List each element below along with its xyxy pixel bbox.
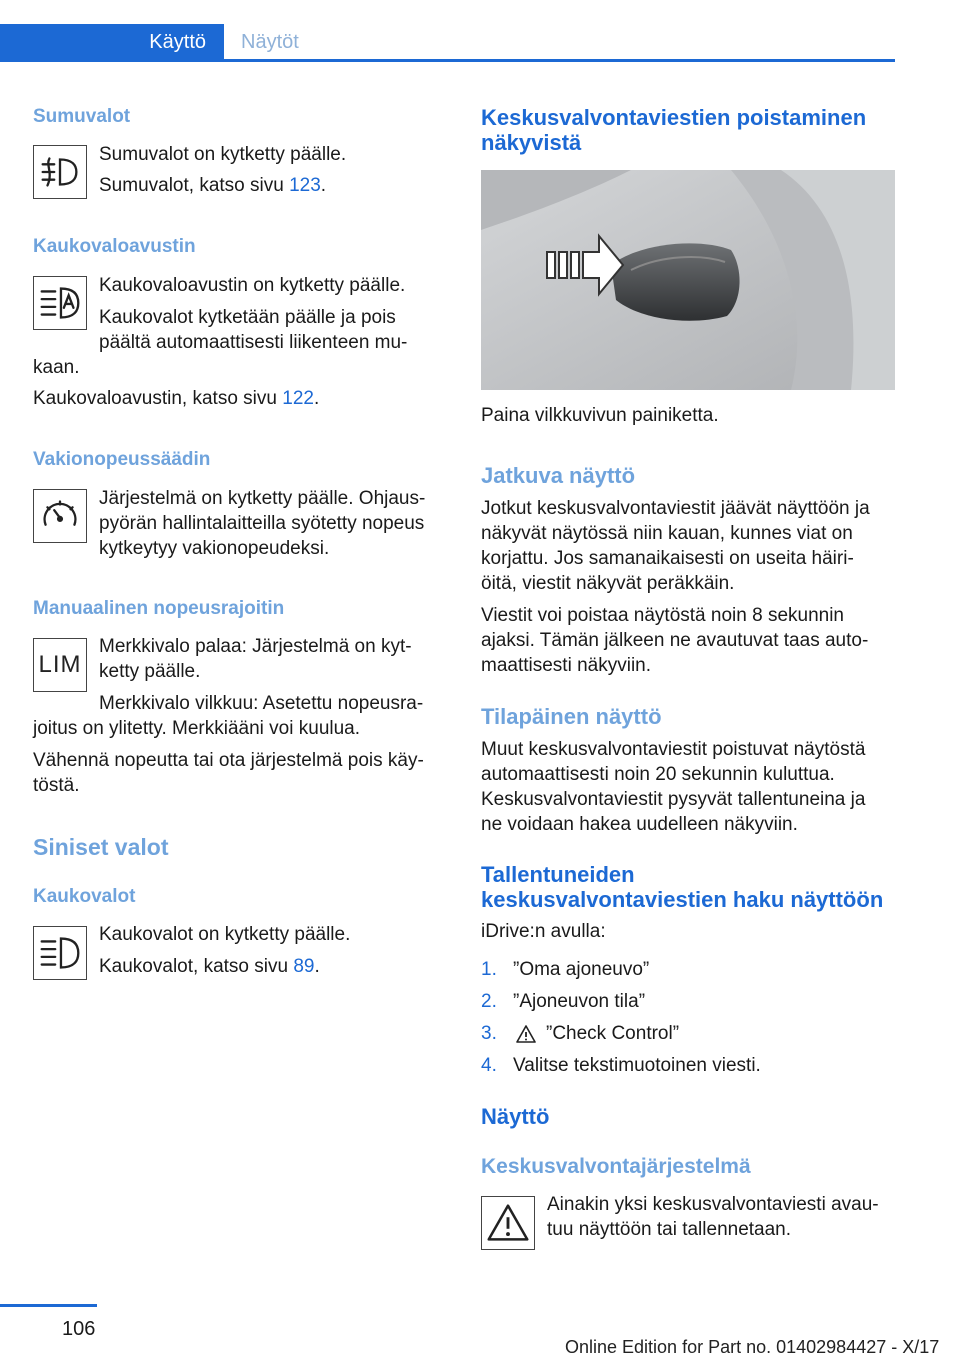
- jatkuva-text-4: öitä, viestit näkyvät peräkkäin.: [481, 573, 735, 594]
- kvj-text-2: tuu näyttöön tai tallennetaan.: [547, 1219, 792, 1240]
- page-number: 106: [62, 1318, 96, 1340]
- heading-vakionopeussaadin: Vakionopeussäädin: [33, 449, 211, 470]
- list-item: ”Ajoneuvon tila”: [513, 991, 646, 1012]
- jatkuva-text-3: korjattu. Jos samanaikaisesti on useita häiri‐: [481, 548, 854, 569]
- high-beam-assist-icon: [33, 276, 87, 330]
- page-link-89[interactable]: 89: [293, 956, 315, 977]
- tilapainen-text-4: ne voidaan hakea uudelleen näkyviin.: [481, 814, 798, 835]
- turn-signal-lever-photo: [481, 170, 895, 390]
- heading-tallentuneiden-2: keskusvalvontaviestien haku näyttöön: [481, 887, 884, 912]
- sumuvalot-text-2: Sumuvalot, katso sivu 123.: [99, 175, 327, 196]
- vakionopeus-text-2: pyörän hallintalaitteilla syötetty nopeus: [99, 513, 425, 534]
- jatkuva-text-7: maattisesti näkyviin.: [481, 655, 652, 676]
- list-number: 4.: [481, 1055, 497, 1076]
- manuaalinen-text-1: Merkkivalo palaa: Järjestelmä on kyt‐: [99, 636, 412, 657]
- tilapainen-text-1: Muut keskusvalvontaviestit poistuvat näytöstä: [481, 739, 866, 760]
- manuaalinen-text-5: Vähennä nopeutta tai ota järjestelmä pois käy‐: [33, 750, 424, 771]
- heading-keskusvalvontajarjestelma: Keskusvalvontajärjestelmä: [481, 1155, 751, 1178]
- heading-tallentuneiden-1: Tallentuneiden: [481, 862, 635, 887]
- heading-naytto: Näyttö: [481, 1104, 550, 1129]
- header-divider: [0, 59, 895, 62]
- list-number: 3.: [481, 1023, 497, 1044]
- manuaalinen-text-3: Merkkivalo vilkkuu: Asetettu nopeusra‐: [99, 693, 424, 714]
- list-number: 2.: [481, 991, 497, 1012]
- kaukovalot-text-1: Kaukovalot on kytketty päälle.: [99, 924, 351, 945]
- kvj-text-1: Ainakin yksi keskusvalvontaviesti avau‐: [547, 1194, 879, 1215]
- warning-icon: [481, 1196, 535, 1250]
- speed-limiter-lim-icon: LIM: [33, 638, 87, 692]
- manuaalinen-text-6: töstä.: [33, 775, 80, 796]
- cruise-control-icon: [33, 489, 87, 543]
- tilapainen-text-3: Keskusvalvontaviestit pysyvät tallentuneina ja: [481, 789, 866, 810]
- high-beam-icon: [33, 926, 87, 980]
- heading-kaukovaloavustin: Kaukovaloavustin: [33, 236, 196, 257]
- footer-edition: Online Edition for Part no. 01402984427 - X/17: [565, 1337, 940, 1357]
- list-item: ”Check Control”: [546, 1023, 680, 1044]
- kaukovaloavustin-text-2c: kaan.: [33, 357, 80, 378]
- footer-divider: [0, 1304, 97, 1307]
- tab-kaytto[interactable]: Käyttö: [0, 24, 224, 60]
- kaukovaloavustin-text-1: Kaukovaloavustin on kytketty päälle.: [99, 275, 406, 296]
- list-number: 1.: [481, 959, 497, 980]
- manuaalinen-text-4: joitus on ylitetty. Merkkiääni voi kuulua.: [33, 718, 361, 739]
- jatkuva-text-2: näkyvät näytössä niin kauan, kunnes viat on: [481, 523, 853, 544]
- vakionopeus-text-1: Järjestelmä on kytketty päälle. Ohjaus‐: [99, 488, 426, 509]
- kaukovaloavustin-text-2b: päältä automaattisesti liikenteen mu‐: [99, 332, 408, 353]
- jatkuva-text-5: Viestit voi poistaa näytöstä noin 8 sekunnin: [481, 605, 844, 626]
- tilapainen-text-2: automaattisesti noin 20 sekunnin kuluttua.: [481, 764, 835, 785]
- list-item: Valitse tekstimuotoinen viesti.: [513, 1055, 761, 1076]
- heading-manuaalinen-nopeusrajoitin: Manuaalinen nopeusrajoitin: [33, 598, 285, 619]
- header-bar: [0, 0, 895, 62]
- heading-poistaminen-2: näkyvistä: [481, 130, 582, 155]
- warning-triangle-icon: [516, 1024, 536, 1044]
- heading-siniset-valot: Siniset valot: [33, 834, 169, 860]
- fog-light-icon: [33, 145, 87, 199]
- heading-poistaminen-1: Keskusvalvontaviestien poistaminen: [481, 105, 867, 130]
- photo-caption: Paina vilkkuvivun painiketta.: [481, 405, 719, 426]
- vakionopeus-text-3: kytkeytyy vakionopeudeksi.: [99, 538, 330, 559]
- kaukovalot-text-2: Kaukovalot, katso sivu 89.: [99, 956, 320, 977]
- page-link-123[interactable]: 123: [289, 175, 321, 196]
- heading-tilapainen-naytto: Tilapäinen näyttö: [481, 704, 662, 729]
- kaukovaloavustin-text-3: Kaukovaloavustin, katso sivu 122.: [33, 388, 320, 409]
- tallentuneet-intro: iDrive:n avulla:: [481, 921, 606, 942]
- sumuvalot-text-1: Sumuvalot on kytketty päälle.: [99, 144, 347, 165]
- tab-naytot[interactable]: Näytöt: [241, 30, 299, 53]
- page-link-122[interactable]: 122: [282, 388, 314, 409]
- manuaalinen-text-2: ketty päälle.: [99, 661, 201, 682]
- heading-jatkuva-naytto: Jatkuva näyttö: [481, 463, 636, 488]
- jatkuva-text-6: ajaksi. Tämän jälkeen ne avautuvat taas auto‐: [481, 630, 869, 651]
- heading-kaukovalot: Kaukovalot: [33, 886, 136, 907]
- jatkuva-text-1: Jotkut keskusvalvontaviestit jäävät näyttöön ja: [481, 498, 870, 519]
- heading-sumuvalot: Sumuvalot: [33, 106, 131, 127]
- list-item: ”Oma ajoneuvo”: [513, 959, 650, 980]
- kaukovaloavustin-text-2a: Kaukovalot kytketään päälle ja pois: [99, 307, 396, 328]
